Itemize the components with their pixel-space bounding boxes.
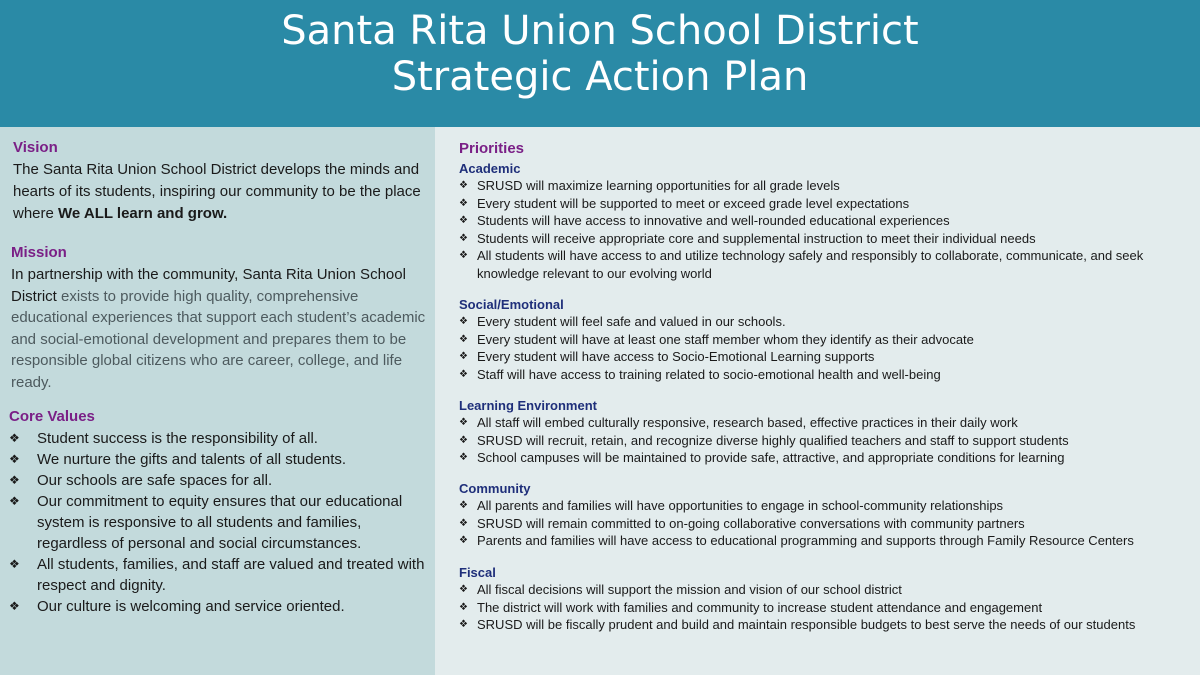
priority-text: SRUSD will maximize learning opportunities for all grade levels: [477, 178, 840, 193]
priority-item: [459, 515, 1194, 533]
core-value-item: [9, 554, 433, 596]
priority-item: [459, 366, 1194, 384]
core-values-list: [9, 428, 433, 617]
core-values-heading: Core Values: [9, 408, 95, 425]
core-value-item: [9, 596, 433, 617]
diamond-bullet-icon: ❖: [459, 517, 468, 529]
priority-item: [459, 616, 1194, 634]
diamond-bullet-icon: ❖: [9, 431, 20, 445]
core-value-item: [9, 470, 433, 491]
mission-heading: Mission: [11, 244, 67, 261]
diamond-bullet-icon: ❖: [9, 473, 20, 487]
priority-section-fiscal: [459, 564, 1194, 634]
priority-list: [459, 497, 1194, 550]
core-value-text: Our schools are safe spaces for all.: [37, 472, 273, 489]
section-title: Community: [459, 481, 531, 496]
core-value-text: Our culture is welcoming and service oriented.: [37, 598, 345, 615]
section-title: Fiscal: [459, 565, 496, 580]
priority-item: [459, 532, 1194, 550]
diamond-bullet-icon: ❖: [459, 368, 468, 380]
section-title: Academic: [459, 161, 521, 176]
core-value-item: [9, 428, 433, 449]
diamond-bullet-icon: ❖: [459, 232, 468, 244]
title-line-1: Santa Rita Union School District: [281, 8, 919, 54]
priority-list: [459, 414, 1194, 467]
title-banner: [0, 0, 1200, 127]
diamond-bullet-icon: ❖: [459, 197, 468, 209]
priority-text: School campuses will be maintained to provide safe, attractive, and appropriate conditions for learning: [477, 450, 1065, 465]
priority-section-academic: [459, 160, 1194, 282]
priority-item: [459, 581, 1194, 599]
core-value-text: We nurture the gifts and talents of all students.: [37, 451, 347, 468]
diamond-bullet-icon: ❖: [459, 351, 468, 362]
priority-item: [459, 230, 1194, 248]
priority-text: Parents and families will have access to educational programming and supports through Family Resource Centers: [477, 533, 1134, 548]
priorities-heading: Priorities: [459, 140, 525, 157]
diamond-bullet-icon: ❖: [459, 601, 468, 613]
priority-list: [459, 177, 1194, 282]
diamond-bullet-icon: ❖: [459, 316, 468, 327]
priority-item: [459, 331, 1194, 349]
priority-text: The district will work with families and community to increase student attendance and engagement: [477, 599, 1043, 615]
mission-body-1: In partnership with the community, Santa Rita Union School District: [11, 266, 406, 305]
diamond-bullet-icon: ❖: [459, 452, 468, 463]
vision-heading: Vision: [13, 139, 58, 156]
diamond-bullet-icon: ❖: [459, 333, 468, 345]
priority-text: Every student will have at least one staff member whom they identify as their advocate: [477, 331, 974, 347]
section-title: Social/Emotional: [459, 297, 564, 312]
diamond-bullet-icon: ❖: [459, 619, 468, 630]
priority-text: Every student will be supported to meet or exceed grade level expectations: [477, 195, 910, 211]
title-line-2: Strategic Action Plan: [391, 54, 809, 100]
priority-text: Students will receive appropriate core and supplemental instruction to meet their individual needs: [477, 230, 1036, 246]
core-value-text: Our commitment to equity ensures that our educational system is responsive to all students and families, regardless of personal and social circumstances.: [37, 493, 403, 552]
diamond-bullet-icon: ❖: [459, 584, 468, 595]
diamond-bullet-icon: ❖: [459, 180, 468, 191]
priority-item: [459, 599, 1194, 617]
priority-item: [459, 177, 1194, 195]
diamond-bullet-icon: ❖: [459, 434, 468, 446]
core-value-text: All students, families, and staff are valued and treated with respect and dignity.: [37, 556, 425, 594]
diamond-bullet-icon: ❖: [9, 494, 20, 508]
priority-text: Staff will have access to training related to socio-emotional health and well-being: [477, 366, 941, 382]
priority-section-social-emotional: [459, 296, 1194, 383]
diamond-bullet-icon: ❖: [459, 417, 468, 428]
priority-text: Every student will have access to Socio-Emotional Learning supports: [477, 349, 875, 364]
priority-text: All parents and families will have opportunities to engage in school-community relationships: [477, 498, 1004, 513]
priority-text: SRUSD will remain committed to on-going collaborative conversations with community partners: [477, 515, 1025, 531]
core-value-item: [9, 449, 433, 470]
priority-text: Every student will feel safe and valued in our schools.: [477, 314, 786, 329]
diamond-bullet-icon: ❖: [9, 599, 20, 613]
diamond-bullet-icon: ❖: [459, 250, 468, 261]
priority-item: [459, 212, 1194, 230]
vision-emphasis: We ALL learn and grow.: [58, 205, 228, 222]
priority-item: [459, 497, 1194, 515]
diamond-bullet-icon: ❖: [459, 500, 468, 511]
priority-section-community: [459, 480, 1194, 550]
priority-item: [459, 449, 1194, 467]
priority-text: All students will have access to and utilize technology safely and responsibly to collaborate, communicate, and seek knowledge relevant to our evolving world: [477, 248, 1144, 281]
priority-text: All fiscal decisions will support the mission and vision of our school district: [477, 582, 902, 597]
priority-item: [459, 195, 1194, 213]
core-value-text: Student success is the responsibility of all.: [37, 430, 318, 447]
diamond-bullet-icon: ❖: [9, 452, 20, 466]
section-title: Learning Environment: [459, 398, 597, 413]
priority-text: SRUSD will be fiscally prudent and build and maintain responsible budgets to best serve the needs of our students: [477, 617, 1136, 632]
priority-item: [459, 348, 1194, 366]
diamond-bullet-icon: ❖: [459, 535, 468, 546]
diamond-bullet-icon: ❖: [9, 557, 20, 571]
priority-item: [459, 432, 1194, 450]
priority-text: SRUSD will recruit, retain, and recognize diverse highly qualified teachers and staff to support students: [477, 432, 1069, 448]
priority-section-learning-environment: [459, 397, 1194, 467]
priority-text: Students will have access to innovative and well-rounded educational experiences: [477, 213, 950, 228]
vision-text: [13, 159, 431, 225]
mission-body-2: exists to provide high quality, comprehensive educational experiences that support each student’s academic and social-emotional development and prepares them to be responsible global citizens who are career, college, and life ready.: [11, 287, 426, 391]
priority-item: [459, 247, 1194, 282]
vision-body: The Santa Rita Union School District develops the minds and hearts of its students, inspiring our community to be the place where: [13, 161, 421, 222]
mission-text: [11, 264, 431, 393]
priority-item: [459, 313, 1194, 331]
priority-list: [459, 581, 1194, 634]
priority-item: [459, 414, 1194, 432]
core-value-item: [9, 491, 433, 554]
priority-list: [459, 313, 1194, 383]
diamond-bullet-icon: ❖: [459, 215, 468, 226]
priority-text: All staff will embed culturally responsive, research based, effective practices in their daily work: [477, 415, 1018, 430]
